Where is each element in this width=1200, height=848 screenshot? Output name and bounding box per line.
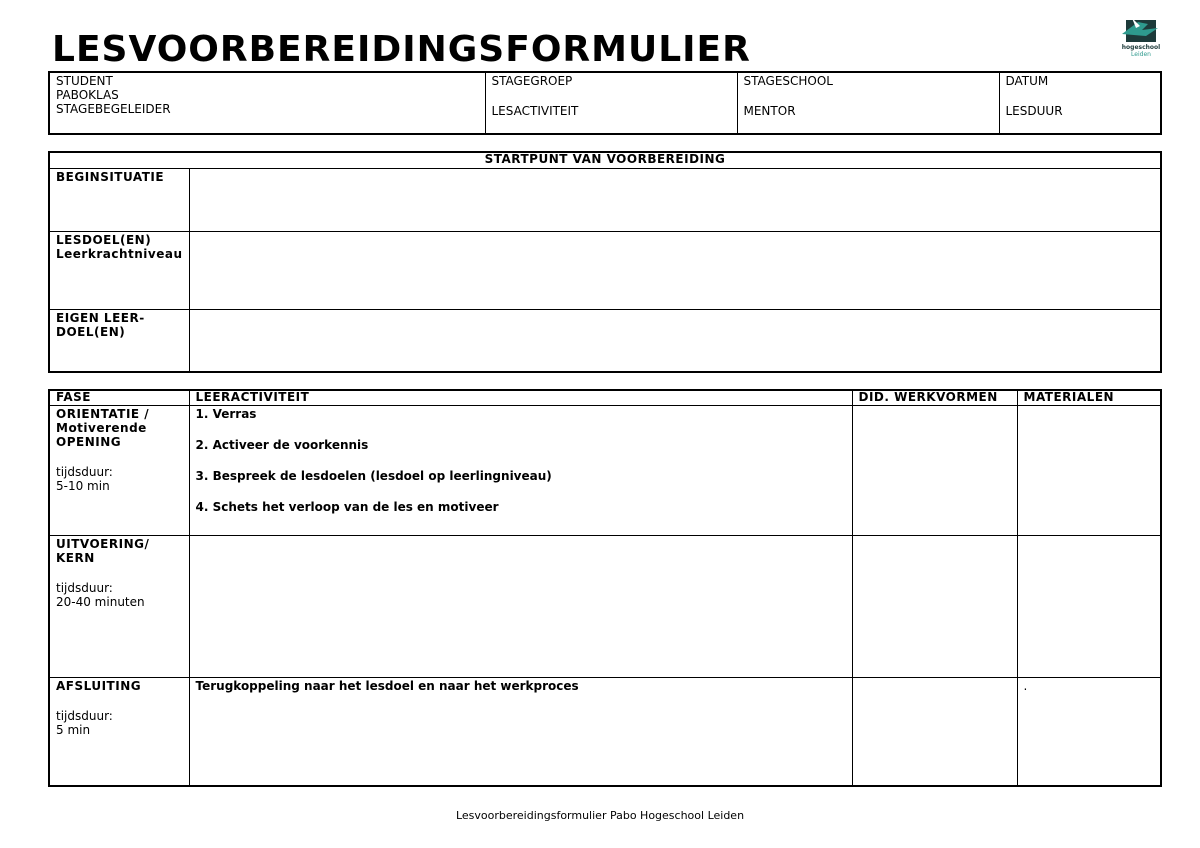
logo-text-leiden: Leiden — [1131, 51, 1151, 58]
fase-uitvoering-cell — [49, 535, 189, 677]
datum-label: DATUM — [1005, 74, 1049, 88]
afsluiting-materialen-value: . — [1023, 678, 1028, 693]
startpunt-table — [48, 151, 1162, 373]
page-footer: Lesvoorbereidingsformulier Pabo Hogeschool Leiden — [455, 809, 745, 822]
lesdoelen-label-cell — [49, 231, 189, 309]
stageschool-cell[interactable] — [737, 72, 999, 134]
fase-afsluiting-duur-label: tijdsduur: — [56, 708, 113, 723]
lesdoelen-sublabel: Leerkrachtniveau — [56, 246, 183, 261]
fase-uitvoering-duur: 20-40 minuten — [56, 594, 145, 609]
activity-item: 4. Schets het verloop van de les en motiveer — [195, 499, 499, 514]
fase-orientatie-line2: Motiverende — [56, 420, 147, 435]
activity-item: 2. Activeer de voorkennis — [195, 437, 369, 452]
afsluiting-werkvormen-cell[interactable] — [852, 677, 1017, 786]
lesdoelen-input[interactable] — [189, 231, 1161, 309]
column-header-leeractiviteit: LEERACTIVITEIT — [189, 390, 852, 405]
eigen-leerdoelen-label: EIGEN LEER- — [56, 310, 145, 325]
stagegroep-label: STAGEGROEP — [491, 74, 573, 88]
orientatie-activities-cell[interactable] — [189, 405, 852, 535]
lesplan-table — [48, 389, 1162, 787]
stagegroep-cell[interactable] — [485, 72, 737, 134]
activity-item: 3. Bespreek de lesdoelen (lesdoel op leerlingniveau) — [195, 468, 552, 483]
page-title: LESVOORBEREIDINGSFORMULIER — [52, 29, 751, 70]
uitvoering-werkvormen-cell[interactable] — [852, 535, 1017, 677]
fase-orientatie-line1: ORIENTATIE / — [56, 406, 150, 421]
beginsituatie-input[interactable] — [189, 168, 1161, 231]
afsluiting-activities-cell[interactable] — [189, 677, 852, 786]
startpunt-heading: STARTPUNT VAN VOORBEREIDING — [49, 152, 1161, 168]
eigen-leerdoelen-input[interactable] — [189, 309, 1161, 372]
beginsituatie-label: BEGINSITUATIE — [56, 169, 165, 184]
column-header-did-werkvormen: DID. WERKVORMEN — [852, 390, 1017, 405]
uitvoering-activities-cell[interactable] — [189, 535, 852, 677]
lesactiviteit-label: LESACTIVITEIT — [491, 104, 579, 118]
uitvoering-materialen-cell[interactable] — [1017, 535, 1161, 677]
logo-text-hogeschool: hogeschool — [1121, 44, 1161, 51]
fase-orientatie-line3: OPENING — [56, 434, 122, 449]
orientatie-werkvormen-cell[interactable] — [852, 405, 1017, 535]
datum-cell[interactable] — [999, 72, 1161, 134]
student-cell[interactable] — [49, 72, 485, 134]
activity-item: Terugkoppeling naar het lesdoel en naar het werkproces — [195, 678, 579, 693]
fase-afsluiting-duur: 5 min — [56, 722, 91, 737]
afsluiting-materialen-cell[interactable] — [1017, 677, 1161, 786]
lesdoelen-label: LESDOEL(EN) — [56, 232, 152, 247]
stageschool-label: STAGESCHOOL — [743, 74, 833, 88]
fase-uitvoering-duur-label: tijdsduur: — [56, 580, 113, 595]
orientatie-materialen-cell[interactable] — [1017, 405, 1161, 535]
fase-orientatie-duur-label: tijdsduur: — [56, 464, 113, 479]
hogeschool-leiden-logo — [1118, 16, 1164, 66]
eigen-leerdoelen-label-cell — [49, 309, 189, 372]
column-header-fase: FASE — [49, 390, 189, 405]
mentor-label: MENTOR — [743, 104, 796, 118]
lesduur-label: LESDUUR — [1005, 104, 1063, 118]
fase-afsluiting-cell — [49, 677, 189, 786]
fase-afsluiting-line1: AFSLUITING — [56, 678, 142, 693]
header-table — [48, 71, 1162, 135]
fase-orientatie-cell — [49, 405, 189, 535]
beginsituatie-label-cell — [49, 168, 189, 231]
fase-uitvoering-line1: UITVOERING/ — [56, 536, 150, 551]
bird-logo-icon — [1118, 16, 1164, 44]
fase-uitvoering-line2: KERN — [56, 550, 95, 565]
stagebegeleider-label: STAGEBEGELEIDER — [56, 102, 171, 116]
activity-item: 1. Verras — [195, 406, 257, 421]
paboklas-label: PABOKLAS — [56, 88, 119, 102]
eigen-leerdoelen-sublabel: DOEL(EN) — [56, 324, 126, 339]
fase-orientatie-duur: 5-10 min — [56, 478, 110, 493]
student-label: STUDENT — [56, 74, 113, 88]
column-header-materialen: MATERIALEN — [1017, 390, 1161, 405]
